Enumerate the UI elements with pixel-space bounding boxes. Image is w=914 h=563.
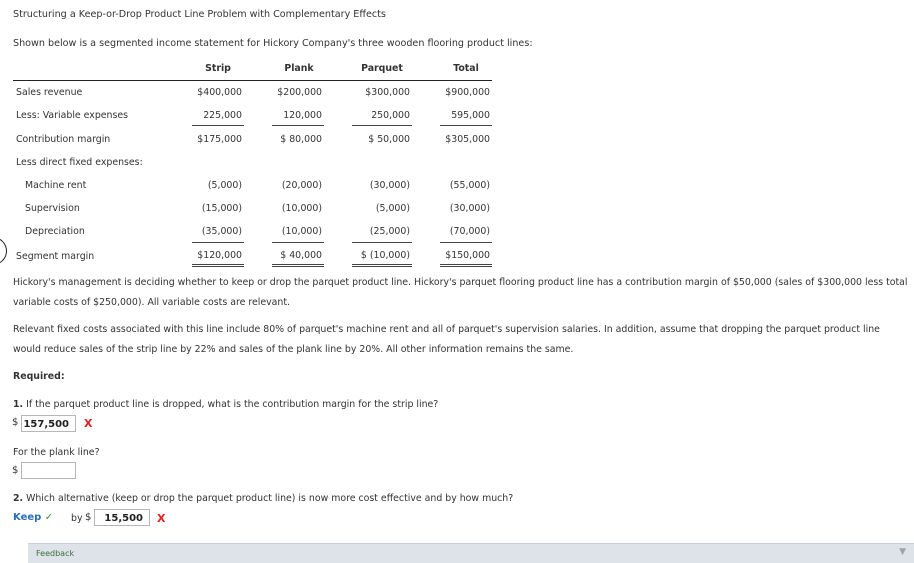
question-1-text: If the parquet product line is dropped, what is the contribution margin for the strip line? [26, 399, 439, 410]
double-underline [192, 264, 244, 265]
underline [192, 125, 244, 126]
currency-symbol: $ [12, 465, 19, 476]
column-header-strip: Strip [205, 63, 231, 74]
feedback-label: Feedback [36, 549, 75, 558]
double-underline [440, 266, 492, 267]
underline [352, 125, 412, 126]
intro-text: Shown below is a segmented income statement for Hickory Company's three wooden flooring product lines: [13, 38, 533, 49]
underline [272, 125, 324, 126]
question-1 [13, 399, 438, 410]
cell: (30,000) [449, 203, 490, 214]
incorrect-x-icon: X [84, 417, 93, 430]
currency-symbol: $ [12, 417, 19, 428]
double-underline [272, 266, 324, 267]
row-label-depreciation: Depreciation [25, 226, 85, 237]
required-heading: Required: [13, 371, 65, 382]
cell: (10,000) [281, 203, 322, 214]
double-underline [352, 266, 412, 267]
cell: $175,000 [197, 134, 242, 145]
row-label-variable-expenses: Less: Variable expenses [16, 110, 129, 121]
double-underline [272, 264, 324, 265]
cell: 250,000 [371, 110, 410, 121]
double-underline [352, 264, 412, 265]
cell: (35,000) [201, 226, 242, 237]
row-label-direct-fixed-expenses: Less direct fixed expenses: [16, 157, 143, 168]
double-underline [440, 264, 492, 265]
cell: (55,000) [449, 180, 490, 191]
correct-check-icon: ✓ [44, 512, 54, 523]
chevron-down-icon: ▼ [899, 547, 906, 557]
cell: $ 40,000 [280, 250, 322, 261]
cell: $305,000 [445, 134, 490, 145]
cell: $150,000 [445, 250, 490, 261]
incorrect-x-icon: X [157, 512, 166, 525]
cell: $ 80,000 [280, 134, 322, 145]
cell: (15,000) [201, 203, 242, 214]
column-header-parquet: Parquet [361, 63, 403, 74]
cell: $200,000 [277, 87, 322, 98]
cell: 120,000 [283, 110, 322, 121]
underline [352, 242, 412, 243]
question-2-number: 2. [13, 493, 24, 504]
double-underline [192, 266, 244, 267]
cell: 225,000 [203, 110, 242, 121]
row-label-machine-rent: Machine rent [25, 180, 87, 191]
row-label-sales-revenue: Sales revenue [16, 87, 83, 98]
row-label-contribution-margin: Contribution margin [16, 134, 111, 145]
paragraph-decision: Hickory's management is deciding whether to keep or drop the parquet product line. Hickory's parquet flooring product line has a contribution margin of $50,000 (sales of $300,000 less total variable costs of $250,000). All variable costs are relevant. [13, 277, 908, 308]
cell: $900,000 [445, 87, 490, 98]
cell: (25,000) [369, 226, 410, 237]
page-title: Structuring a Keep-or-Drop Product Line Problem with Complementary Effects [13, 9, 386, 20]
underline [192, 242, 244, 243]
cell: $400,000 [197, 87, 242, 98]
cell: $300,000 [365, 87, 410, 98]
cell: $120,000 [197, 250, 242, 261]
question-2-text: Which alternative (keep or drop the parquet product line) is now more cost effective and by how much? [26, 493, 514, 504]
keep-drop-select[interactable] [13, 512, 53, 523]
by-label: by [71, 513, 83, 524]
cell: (5,000) [207, 180, 242, 191]
question-2 [13, 493, 513, 504]
underline [440, 125, 492, 126]
paragraph-relevant-costs: Relevant fixed costs associated with this line include 80% of parquet's machine rent and all of parquet's supervision salaries. In addition, assume that dropping the parquet product line would reduce sales of the strip line by 22% and sales of the plank line by 20%. All other information remains the same. [13, 324, 880, 355]
underline [272, 242, 324, 243]
row-label-segment-margin: Segment margin [16, 251, 95, 262]
cell: (5,000) [375, 203, 410, 214]
currency-symbol: $ [85, 512, 92, 523]
cost-difference-input[interactable]: 15,500 [94, 509, 150, 526]
feedback-toggle[interactable] [28, 543, 914, 563]
cell: (20,000) [281, 180, 322, 191]
strip-contribution-margin-input[interactable]: 157,500 [21, 415, 76, 432]
plank-contribution-margin-input[interactable] [21, 462, 76, 479]
cell: $ 50,000 [368, 134, 410, 145]
underline [440, 242, 492, 243]
plank-question-text: For the plank line? [13, 447, 100, 458]
header-rule [13, 80, 492, 81]
row-label-supervision: Supervision [25, 203, 80, 214]
bracket-mark [0, 237, 7, 265]
cell: (10,000) [281, 226, 322, 237]
question-1-number: 1. [13, 399, 24, 410]
cell: (70,000) [449, 226, 490, 237]
column-header-plank: Plank [284, 63, 314, 74]
keep-drop-selected-value: Keep [13, 512, 42, 523]
cell: 595,000 [451, 110, 490, 121]
column-header-total: Total [453, 63, 479, 74]
cell: $ (10,000) [360, 250, 410, 261]
cell: (30,000) [369, 180, 410, 191]
